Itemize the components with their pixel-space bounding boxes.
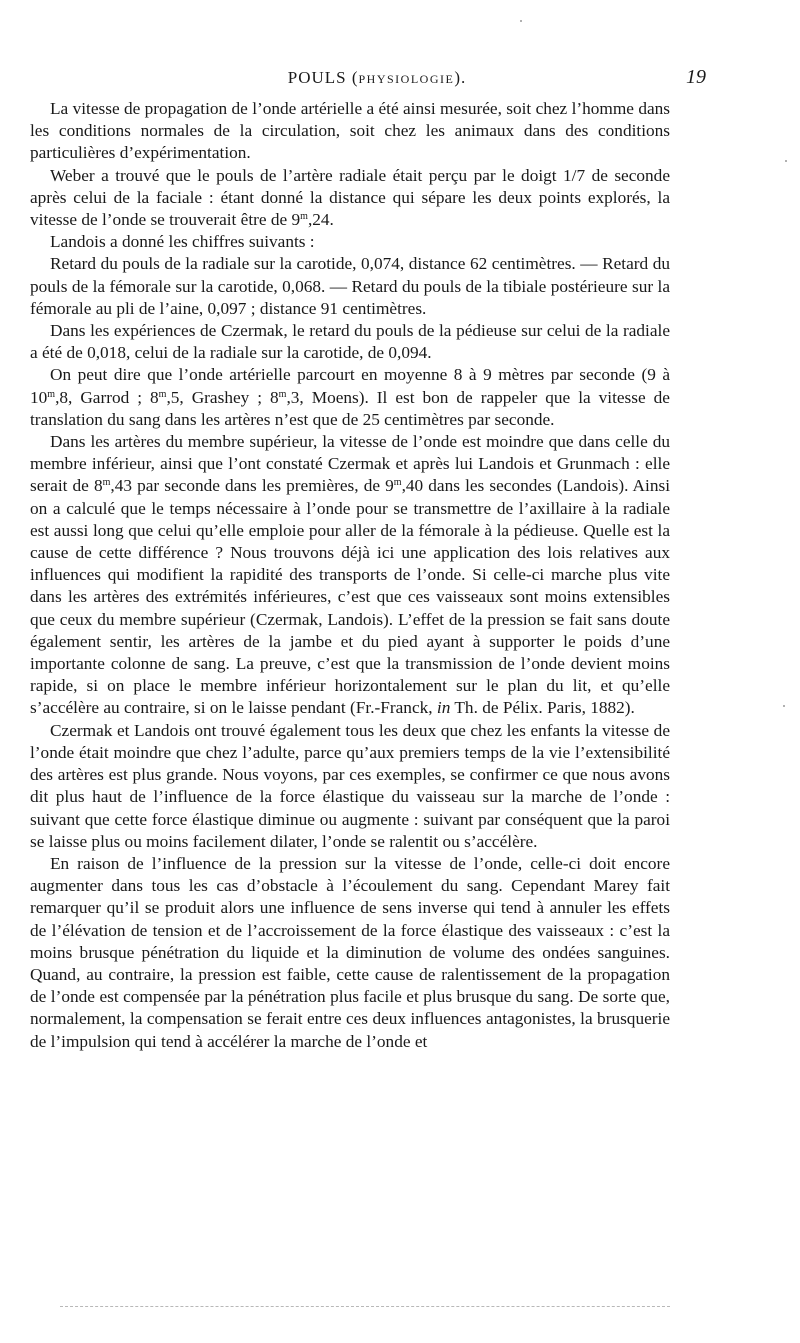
paragraph <box>30 364 670 431</box>
text-run: ,8, Garrod ; 8 <box>55 387 159 407</box>
bottom-bleed-through-marks <box>60 1306 670 1309</box>
page-number: 19 <box>686 66 706 88</box>
paragraph: En raison de l’influence de la pression sur la vitesse de l’onde, celle-ci doit encore augmenter dans tous les cas d’obstacle à l’écoulement du sang. Cependant Marey fait remarquer qu’il se produit alors une influence de sens inverse qui tend à annuler les effets de l’élévation de tension et de l’accroissement de la force élastique des vaisseaux : c’est la moins brusque pénétration du liquide et la diminution de volume des ondées sanguines. Quand, au contraire, la pression est faible, cette cause de ralentissement de la propagation de l’onde est compensée par la pénétration plus facile et plus brusque du sang. De sorte que, normalement, la compensation se ferait entre ces deux influences antagonistes, la brusquerie de l’impulsion qui tend à accélérer la marche de l’onde et <box>30 853 670 1051</box>
ink-speck <box>785 160 787 162</box>
superscript: m <box>300 211 308 223</box>
running-title <box>52 68 702 88</box>
superscript: m <box>393 477 402 489</box>
paragraph: Dans les expériences de Czermak, le retard du pouls de la pédieuse sur celui de la radiale a été de 0,018, celui de la radiale sur la carotide, de 0,094. <box>30 321 670 363</box>
running-title-main: POULS ( <box>287 68 359 87</box>
paragraph: La vitesse de propagation de l’onde artérielle a été ainsi mesurée, soit chez l’homme dans les conditions normales de la circulation, soit chez les animaux dans des conditions particulières d’expérimentation. <box>30 99 670 163</box>
italic-text: in <box>436 698 451 718</box>
superscript: m <box>102 477 111 489</box>
text-run: ,3, Moens). Il est bon de rappeler que la vitesse de translation du sang dans les artères n’est que de 25 centimètres par seconde. <box>30 387 670 429</box>
paragraph <box>30 431 670 720</box>
text-run: ,24. <box>307 210 334 230</box>
ink-speck <box>520 20 522 22</box>
text-run: ,43 par seconde dans les premières, de 9 <box>110 476 394 496</box>
text-run: Th. de Pélix. Paris, 1882). <box>450 698 635 718</box>
text-run: ,40 dans les secondes (Landois). Ainsi on a calculé que le temps nécessaire à l’onde pour se transmettre de l’axillaire à la radiale est aussi long que celui qu’elle emploie pour aller de la fémorale à la pédieuse. Quelle est la cause de cette différence ? Nous trouvons déjà ici une application des lois relatives aux influences qui modifient la rapidité des transports de l’onde. Si celle-ci marche plus vite dans les artères des extrémités inférieures, c’est que ces vaisseaux sont moins extensibles que ceux du membre supérieur (Czermak, Landois). L’effet de la pression se fait sans doute également sentir, les artères de la jambe et du pied ayant à supporter le poids d’une importante colonne de sang. La preuve, c’est que la transmission de l’onde devient moins rapide, si on place le membre inférieur horizontalement sur le plan du lit, et qu’elle s’accélère au contraire, si on le laisse pendant (Fr.-Franck, <box>30 476 671 718</box>
text-run: Dans les artères du membre supérieur, la vitesse de l’onde est moindre que dans celle du membre inférieur, ainsi que l’ont constaté Czermak et après lui Landois et Grunmach : elle serait de 8 <box>30 432 670 496</box>
superscript: m <box>158 388 167 400</box>
body-text <box>30 98 670 1053</box>
ink-speck <box>783 705 785 707</box>
paragraph: Czermak et Landois ont trouvé également tous les deux que chez les enfants la vitesse de l’onde était moindre que chez l’adulte, parce qu’aux premiers temps de la vie l’extensibilité des artères est plus grande. Nous voyons, par ces exemples, se confirmer ce que nous avons dit plus haut de l’influence de la force élastique du vaisseau sur la marche de l’onde : suivant que cette force élastique diminue ou augmente : suivant par conséquent que la paroi se laisse plus ou moins facilement dilater, l’onde se ralentit ou s’accélère. <box>30 720 670 851</box>
text-run: ,5, Grashey ; 8 <box>166 387 279 407</box>
text-run: Weber a trouvé que le pouls de l’artère radiale était perçu par le doigt 1/7 de seconde après celui de la faciale : étant donné la distance qui sépare les deux points explorés, la vitesse de l’onde se trouverait être de 9 <box>30 165 670 230</box>
paragraph <box>30 165 670 232</box>
superscript: m <box>278 388 287 400</box>
paragraph: Landois a donné les chiffres suivants : <box>50 232 315 252</box>
superscript: m <box>47 388 56 400</box>
running-title-smallcaps: PHYSIOLOGIE <box>358 72 455 86</box>
text-run: On peut dire que l’onde artérielle parcourt en moyenne 8 à 9 mètres par seconde (9 à 10 <box>30 365 670 407</box>
paragraph: Retard du pouls de la radiale sur la carotide, 0,074, distance 62 centimètres. — Retard du pouls de la fémorale sur la carotide, 0,068. — Retard du pouls de la tibiale postérieure sur la fémorale au pli de l’aine, 0,097 ; distance 91 centimètres. <box>30 254 670 318</box>
page-header <box>52 64 706 92</box>
running-title-end: ). <box>454 68 467 87</box>
